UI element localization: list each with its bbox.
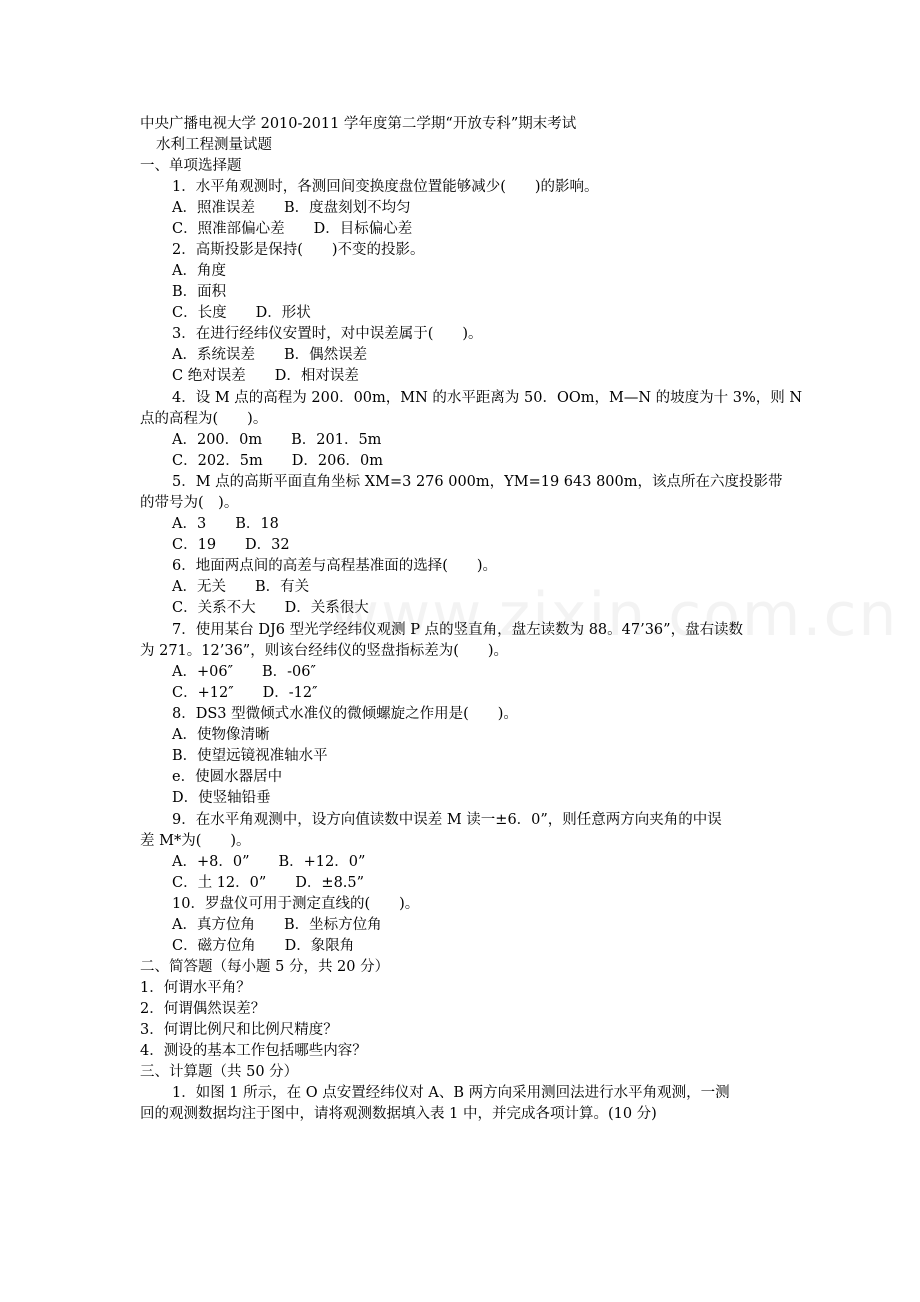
question-9: 9．在水平角观测中，设方向值读数中误差 M 读一±6．0”，则任意两方向夹角的中误 [172,812,722,828]
option-line: A．使物像清晰 [172,727,270,743]
question-1: 1．水平角观测时，各测回间变换度盘位置能够减少( )的影响。 [172,179,599,195]
question-7-cont: 为 271。12’36”，则该台经纬仪的竖盘指标差为( )。 [140,643,509,659]
question-8: 8．DS3 型微倾式水准仪的微倾螺旋之作用是( )。 [172,706,518,722]
short-answer-3: 3．何谓比例尺和比例尺精度？ [140,1022,338,1038]
question-9-cont: 差 M*为( )。 [140,833,251,849]
option-line: D．使竖轴铅垂 [172,790,271,806]
question-6: 6．地面两点间的高差与高程基准面的选择( )。 [172,558,498,574]
section-heading: 三、计算题（共 50 分） [140,1064,299,1080]
option-line: A．3 B．18 [172,516,279,532]
option-line: C．磁方位角 D．象限角 [172,938,355,954]
option-line: A．+8．0” B．+12．0” [172,854,366,870]
option-line: C．+12″ D．-12″ [172,685,318,701]
option-line: C．关系不大 D．关系很大 [172,600,369,616]
calc-question-1-cont: 回的观测数据均注于图中，请将观测数据填入表 1 中，并完成各项计算。(10 分) [140,1106,657,1122]
exam-subtitle: 水利工程测量试题 [156,137,272,153]
option-line: A．无关 B．有关 [172,579,310,595]
section-heading: 二、简答题（每小题 5 分，共 20 分） [140,959,390,975]
calc-question-1: 1．如图 1 所示，在 O 点安置经纬仪对 A、B 两方向采用测回法进行水平角观测，一测 [172,1085,730,1101]
option-line: A．+06″ B．-06″ [172,664,316,680]
option-line: C．长度 D．形状 [172,305,311,321]
section-heading: 一、单项选择题 [140,158,242,174]
option-line: C．土 12．0” D．±8.5” [172,875,365,891]
option-line: C．照准部偏心差 D．目标偏心差 [172,221,413,237]
question-4-cont: 点的高程为( )。 [140,411,268,427]
question-4: 4．设 M 点的高程为 200．00m，MN 的水平距离为 50．OOm，M—N 的坡度为十 3%，则 N [172,390,803,406]
question-7: 7．使用某台 DJ6 型光学经纬仪观测 P 点的竖直角，盘左读数为 88。47’36”，盘右读数 [172,622,744,638]
option-line: B．面积 [172,284,227,300]
option-line: A．真方位角 B．坐标方位角 [172,917,382,933]
option-line: A．200．0m B．201．5m [172,432,382,448]
option-line: C 绝对误差 D．相对误差 [172,368,359,384]
question-5: 5．M 点的高斯平面直角坐标 XM=3 276 000m，YM=19 643 800m，该点所在六度投影带 [172,474,783,490]
option-line: C．202．5m D．206．0m [172,453,384,469]
option-line: B．使望远镜视准轴水平 [172,748,328,764]
option-line: e．使圆水器居中 [172,769,283,785]
question-2: 2．高斯投影是保持( )不变的投影。 [172,242,425,258]
short-answer-1: 1．何谓水平角？ [140,980,251,996]
question-3: 3．在进行经纬仪安置时，对中误差属于( )。 [172,326,483,342]
option-line: A．角度 [172,263,226,279]
question-5-cont: 的带号为( )。 [140,495,239,511]
option-line: C．19 D．32 [172,537,290,553]
exam-title: 中央广播电视大学 2010-2011 学年度第二学期“开放专科”期末考试 [140,116,577,132]
question-10: 10．罗盘仪可用于测定直线的( )。 [172,896,420,912]
short-answer-2: 2．何谓偶然误差？ [140,1001,266,1017]
option-line: A．系统误差 B．偶然误差 [172,347,368,363]
option-line: A．照准误差 B．度盘刻划不均匀 [172,200,411,216]
short-answer-4: 4．测设的基本工作包括哪些内容？ [140,1043,367,1059]
